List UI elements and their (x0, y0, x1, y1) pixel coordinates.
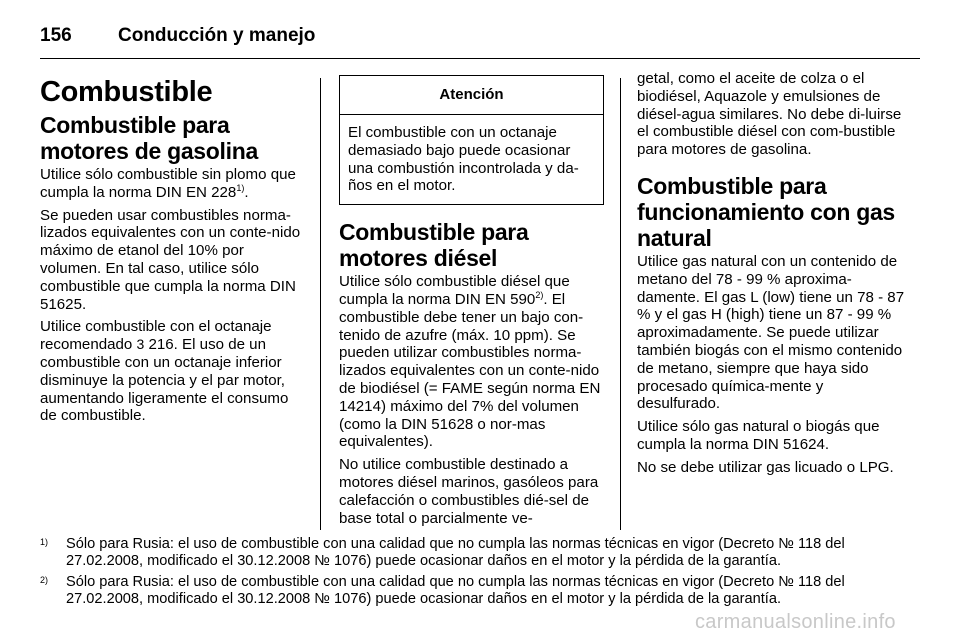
column-3 (637, 70, 905, 482)
footnotes (40, 536, 925, 612)
footnote-item (40, 574, 925, 608)
paragraph-gas-1: Utilice gas natural con un contenido de metano del 78 - 99 % aproxima-damente. El gas L (low) tiene un 78 - 87 % y el gas H (high) tiene un 87 - 99 % aproximadamente. Se puede utilizar también biogás con el mismo contenido de metano, siempre que haya sido procesado química-mente y desulfurado. (637, 252, 905, 413)
column-divider-1 (320, 78, 321, 530)
column-1 (40, 70, 306, 430)
paragraph-gas-3: No se debe utilizar gas licuado o LPG. (637, 458, 894, 476)
warning-title: Atención (340, 76, 603, 115)
warning-box (339, 75, 604, 205)
heading-gasoline: Combustible para motores de gasolina (40, 112, 258, 164)
page-heading: Combustible (40, 76, 213, 108)
paragraph-gas-2: Utilice sólo gas natural o biogás que cumpla la norma DIN 51624. (637, 418, 880, 453)
footnote-mark: 1) (40, 537, 49, 547)
heading-diesel: Combustible para motores diésel (339, 219, 529, 272)
footnote-ref-2[interactable]: 2) (535, 289, 544, 300)
paragraph-diesel-1: Utilice sólo combustible diésel que cumpla la norma DIN EN 590$^{2)}$. El combustible debe tener un bajo con-tenido de azufre (máx. 10 ppm). Se pueden utilizar combustibles norma-lizados equivalentes con un conte-nido de biodiésel (= FAME según norma EN 14214) máximo del 7% del volumen (como la DIN 51628 o nor-mas equivalentes). (339, 273, 601, 451)
page-header (40, 14, 920, 59)
watermark: carmanualsonline.info (695, 611, 896, 633)
section-title: Conducción y manejo (118, 25, 316, 46)
footnote-item (40, 536, 925, 570)
paragraph-diesel-continued: getal, como el aceite de colza o el biodiésel, Aquazole y emulsiones de diésel-agua similares. No debe di-luirse el combustible diésel con com-bustible para motores de gasolina. (637, 70, 902, 159)
page-number: 156 (40, 25, 72, 46)
column-2 (339, 70, 604, 532)
footnote-text: Sólo para Rusia: el uso de combustible con una calidad que no cumpla las normas técnicas en vigor (Decreto № 118 del 27.02.2008, modificado el 30.12.2008 № 1076) puede ocasionar daños en el motor y la pérdida de la garantía. (66, 536, 845, 569)
column-divider-2 (620, 78, 621, 530)
paragraph-gasoline-1: Utilice sólo combustible sin plomo que cumpla la norma DIN EN 228$^{1)}$. (40, 166, 296, 201)
footnote-text: Sólo para Rusia: el uso de combustible con una calidad que no cumpla las normas técnicas en vigor (Decreto № 118 del 27.02.2008, modificado el 30.12.2008 № 1076) puede ocasionar daños en el motor y la pérdida de la garantía. (66, 574, 845, 607)
page-reference-arrow-icon[interactable]: 3 (136, 336, 145, 353)
warning-text: El combustible con un octanaje demasiado bajo puede ocasionar una combustión incontrolada y da-ños en el motor. (348, 124, 579, 195)
footnote-mark: 2) (40, 575, 49, 585)
paragraph-gasoline-3: Utilice combustible con el octanaje recomendado 3 216. El uso de un combustible con un octanaje inferior disminuye la potencia y el par motor, aumentando ligeramente el consumo de combustible. (40, 318, 289, 425)
paragraph-diesel-2: No utilice combustible destinado a motores diésel marinos, gasóleos para calefacción o combustibles dié-sel de base total o parcialmente ve- (339, 456, 599, 527)
heading-natural-gas: Combustible para funcionamiento con gas natural (637, 172, 895, 251)
footnote-ref-1[interactable]: 1) (236, 182, 245, 193)
paragraph-gasoline-2: Se pueden usar combustibles norma-lizados equivalentes con un conte-nido máximo de etanol del 10% por volumen. En tal caso, utilice sólo combustible que cumpla la norma DIN 51625. (40, 206, 301, 313)
